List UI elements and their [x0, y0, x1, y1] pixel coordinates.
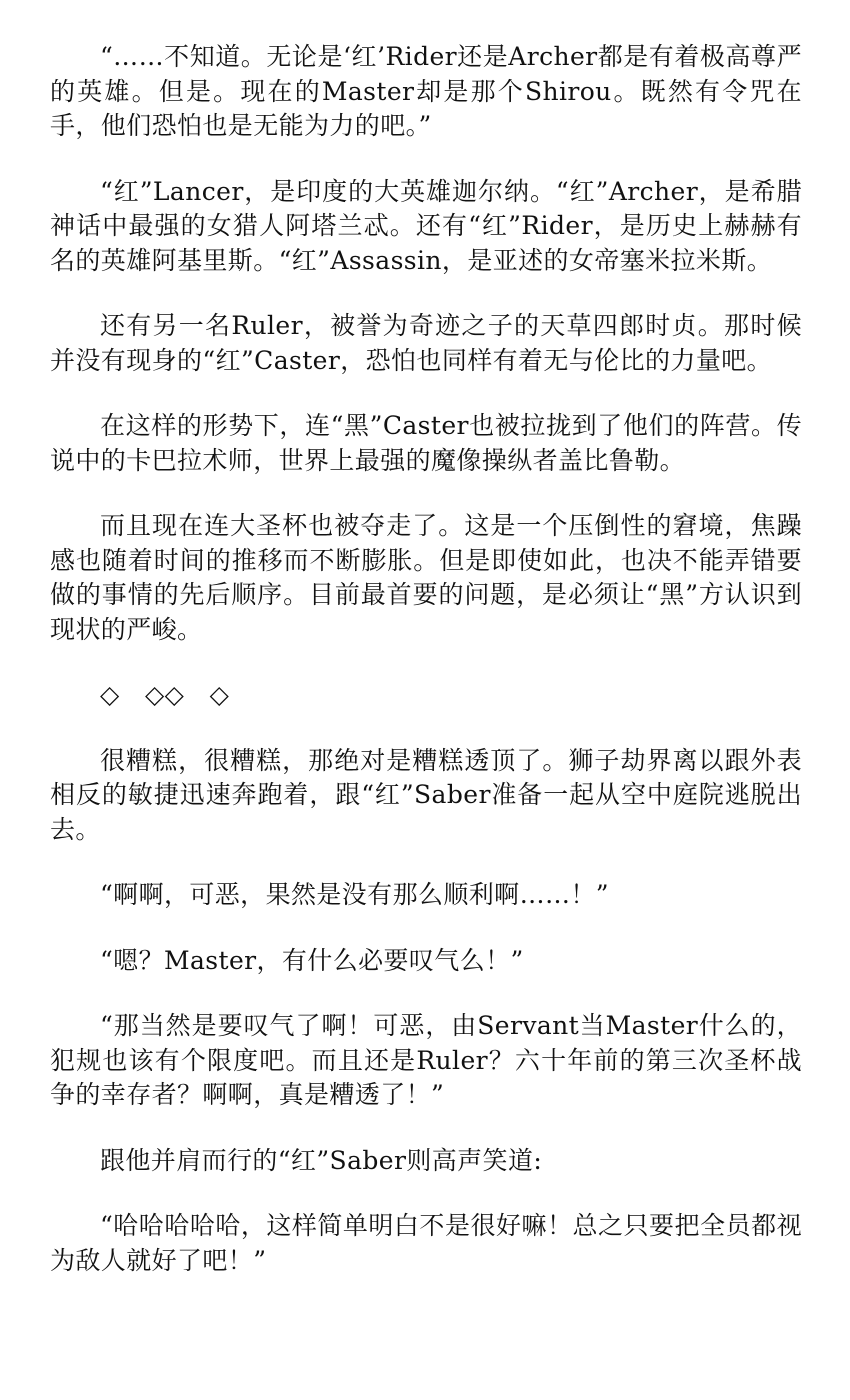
paragraph: 很糟糕，很糟糕，那绝对是糟糕透顶了。狮子劫界离以跟外表相反的敏捷迅速奔跑着，跟“红”Saber准备一起从空中庭院逃脱出去。	[50, 745, 802, 844]
paragraph: “……不知道。无论是‘红’Rider还是Archer都是有着极高尊严的英雄。但是。现在的Master却是那个Shirou。既然有令咒在手，他们恐怕也是无能为力的吧。”	[50, 42, 802, 140]
paragraph: “啊啊，可恶，果然是没有那么顺利啊……！”	[100, 880, 609, 909]
paragraph: “那当然是要叹气了啊！可恶，由Servant当Master什么的，犯规也该有个限度吧。而且还是Ruler？六十年前的第三次圣杯战争的幸存者？啊啊，真是糟透了！”	[50, 1011, 802, 1109]
paragraph: “红”Lancer，是印度的大英雄迦尔纳。“红”Archer，是希腊神话中最强的女猎人阿塔兰忒。还有“红”Rider，是历史上赫赫有名的英雄阿基里斯。“红”Assassin，是亚述的女帝塞米拉米斯。	[50, 176, 802, 275]
paragraph: “嗯？Master，有什么必要叹气么！”	[100, 945, 524, 975]
section-break: ◇ ◇◇ ◇	[100, 680, 230, 709]
paragraph: 而且现在连大圣杯也被夺走了。这是一个压倒性的窘境，焦躁感也随着时间的推移而不断膨胀。但是即使如此，也决不能弄错要做的事情的先后顺序。目前最首要的问题，是必须让“黑”方认识到现状的严峻。	[50, 511, 802, 644]
paragraph: 跟他并肩而行的“红”Saber则高声笑道:	[100, 1145, 543, 1175]
paragraph: 还有另一名Ruler，被誉为奇迹之子的天草四郎时贞。那时候并没有现身的“红”Caster，恐怕也同样有着无与伦比的力量吧。	[50, 311, 802, 375]
document-page	[50, 40, 802, 1278]
paragraph: “哈哈哈哈哈，这样简单明白不是很好嘛！总之只要把全员都视为敌人就好了吧！”	[50, 1211, 802, 1275]
paragraph: 在这样的形势下，连“黑”Caster也被拉拢到了他们的阵营。传说中的卡巴拉术师，世界上最强的魔像操纵者盖比鲁勒。	[50, 411, 802, 475]
